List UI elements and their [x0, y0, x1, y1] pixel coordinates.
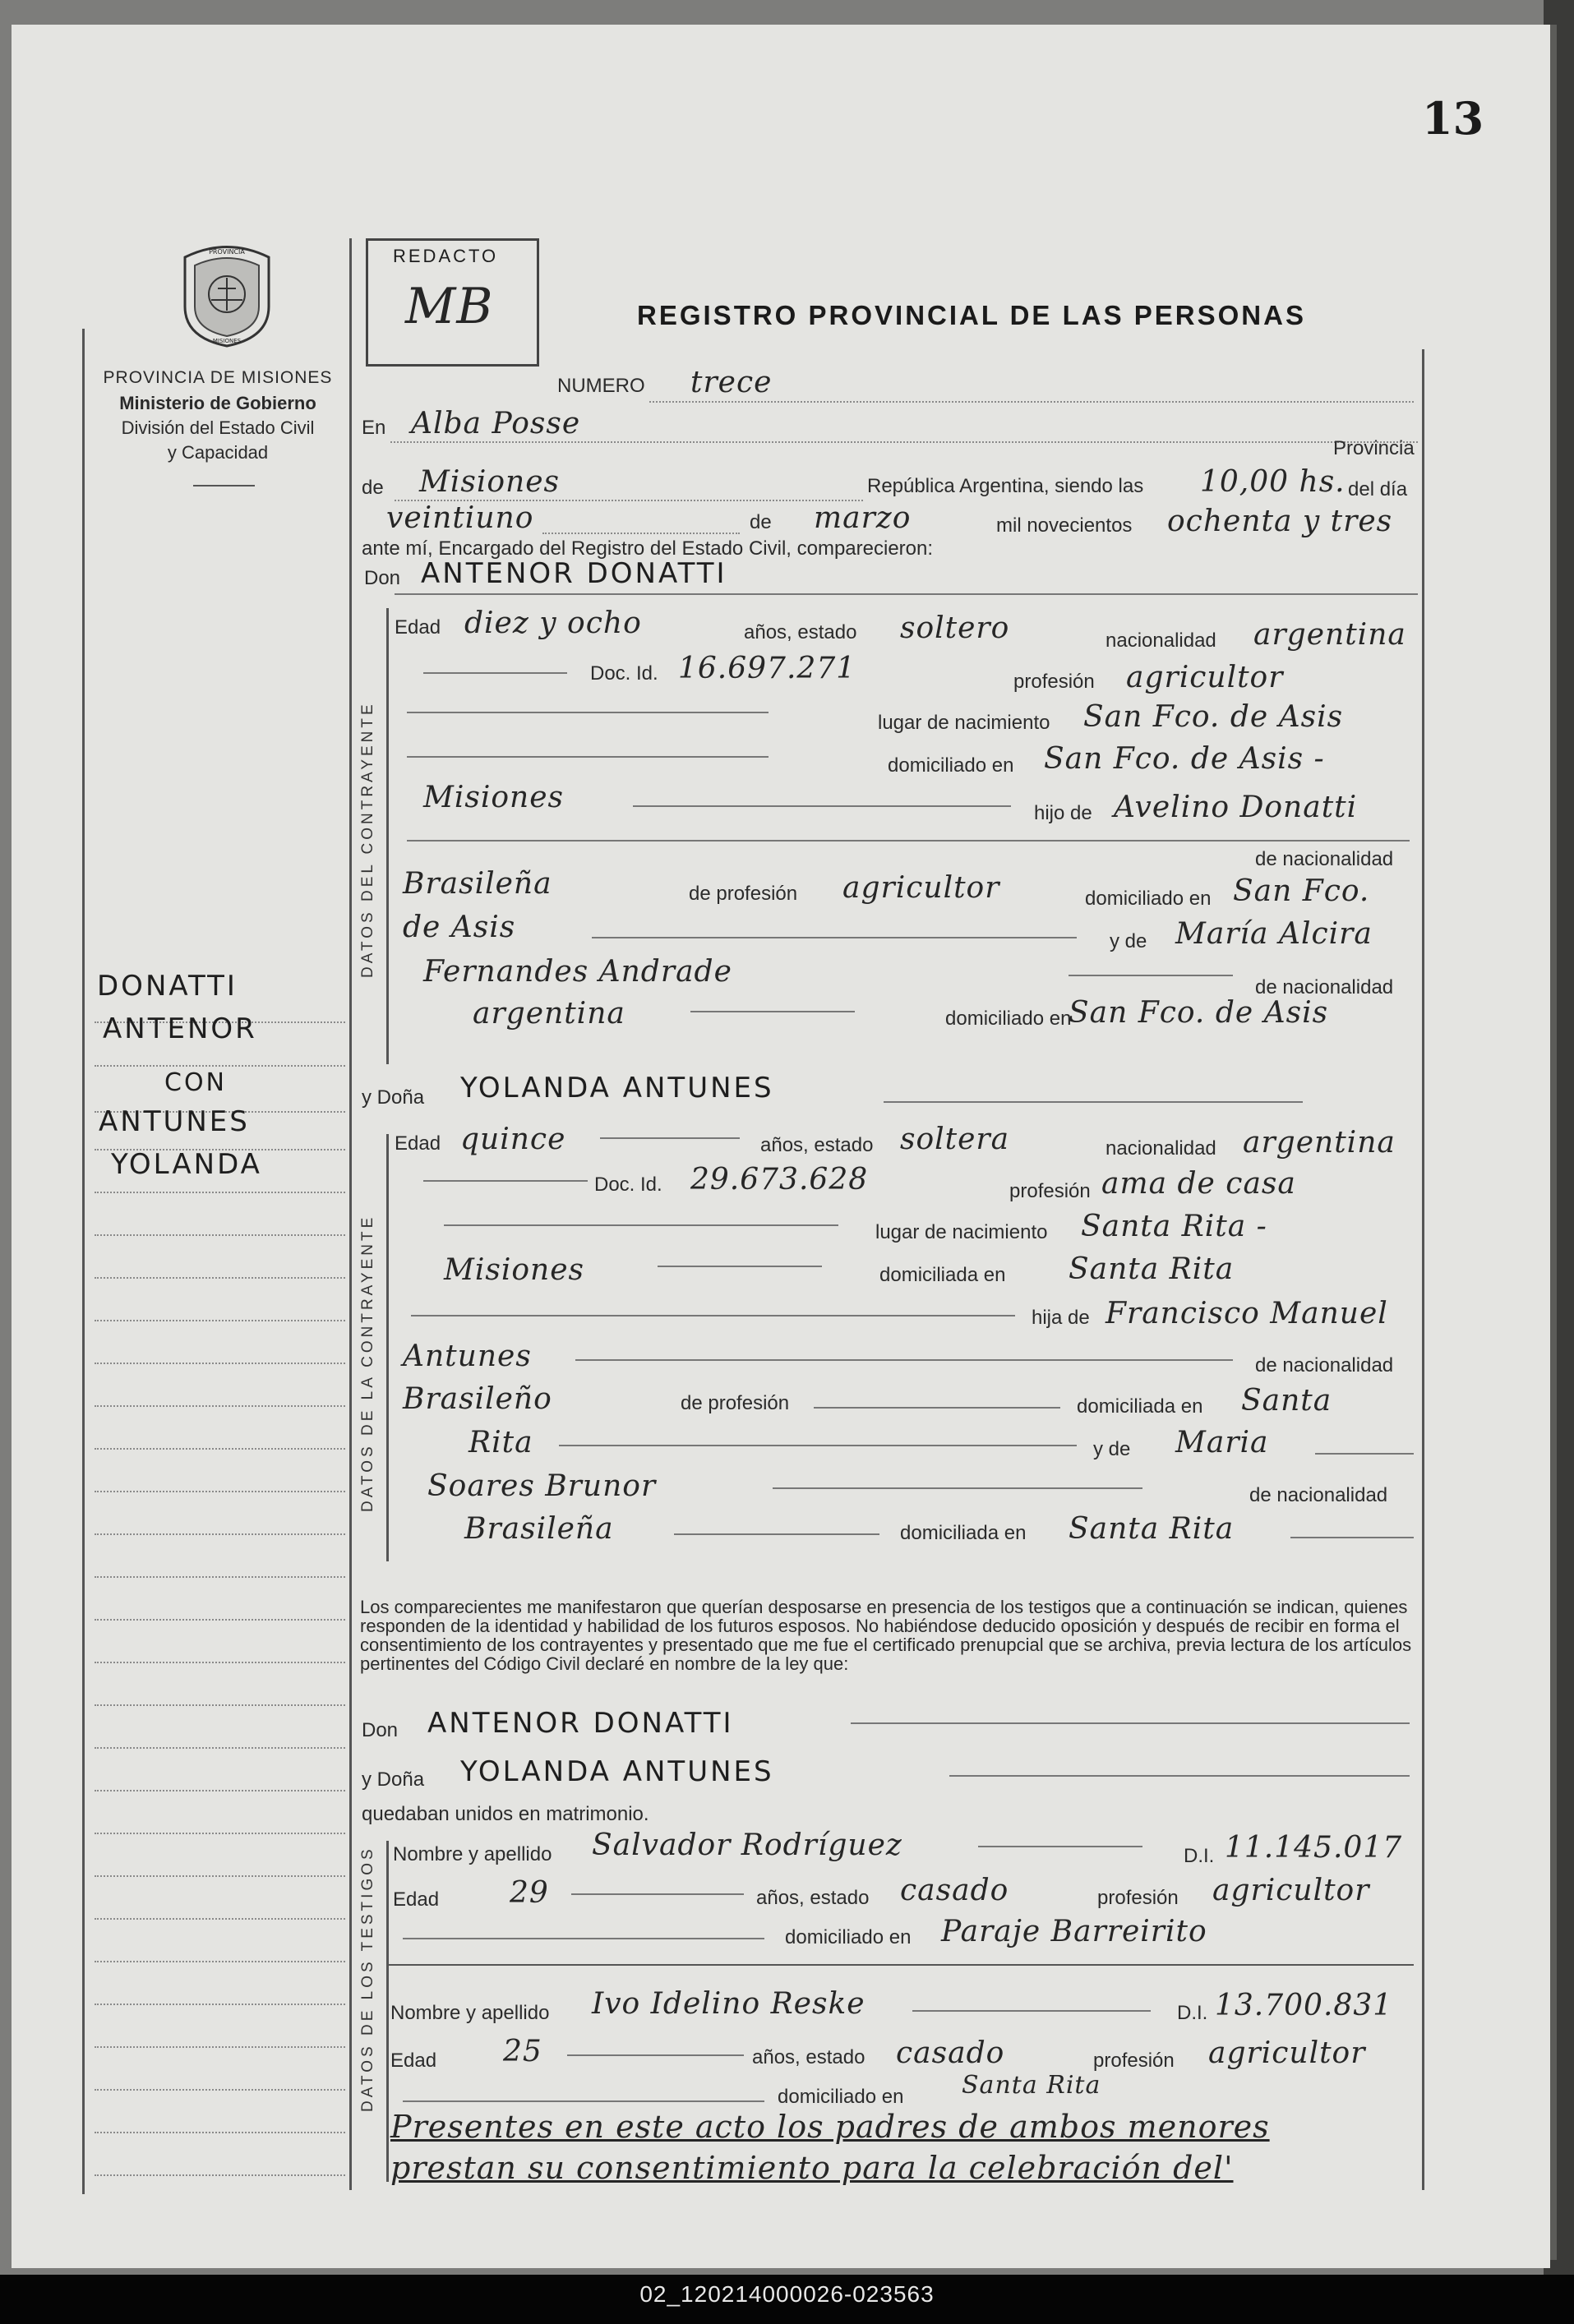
bride-side-label: DATOS DE LA CONTRAYENTE: [359, 1214, 376, 1512]
crest-bottom-text: MISIONES: [212, 338, 242, 344]
union-bride: YOLANDA ANTUNES: [460, 1755, 774, 1788]
mil-label: mil novecientos: [996, 514, 1133, 537]
bride-mother: Maria: [1175, 1426, 1269, 1459]
witness1-edad-label: Edad: [393, 1888, 440, 1911]
groom-nationality: argentina: [1253, 618, 1406, 652]
groom-mother2: Fernandes Andrade: [423, 955, 732, 989]
groom-mother: María Alcira: [1175, 917, 1373, 951]
don-label: Don: [364, 567, 401, 589]
groom-mother-dom: San Fco. de Asis: [1069, 996, 1329, 1030]
witness2-di-label: D.I.: [1177, 2002, 1208, 2024]
de-month-label: de: [750, 511, 772, 533]
groom-anos-label: años, estado: [744, 621, 857, 643]
bride-dom-label: domiciliada en: [879, 1264, 1006, 1286]
bride-mother-dom: Santa Rita: [1069, 1512, 1235, 1546]
witness2-di: 13.700.831: [1215, 1989, 1393, 2022]
en-label: En: [362, 417, 386, 439]
consent-note-line1: Presentes en este acto los padres de ambos menores: [390, 2109, 1270, 2145]
groom-de-nac-label-1: de nacionalidad: [1255, 848, 1394, 870]
agency-division: División del Estado Civil: [121, 417, 315, 438]
dona-label: y Doña: [362, 1086, 425, 1109]
stamp-initials: MB: [405, 278, 494, 335]
witness2-domicile: Santa Rita: [962, 2071, 1101, 2100]
witness1-age: 29: [510, 1876, 549, 1910]
declaration-text: Los comparecientes me manifestaron que querían desposarse en presencia de los testigos que a continuación se indican, quienes responden de la identidad y habilidad de los futuros esposos. No habiéndose deducido oposición y después de recibir en forma el consentimiento de los contrayentes y presentado que me fue el certificado prenupcial que se archiva, previa lectura de los artículos pertinentes del Código Civil declaré en nombre de la ley que:: [360, 1597, 1412, 1674]
margin-con: CON: [164, 1068, 228, 1097]
witness1-name-label: Nombre y apellido: [393, 1843, 552, 1865]
witness1-prof-label: profesión: [1097, 1887, 1179, 1909]
groom-domicile2: Misiones: [423, 781, 565, 814]
groom-side-label: DATOS DEL CONTRAYENTE: [359, 701, 376, 978]
bride-de-nac-label-1: de nacionalidad: [1255, 1354, 1394, 1376]
witness2-age: 25: [503, 2035, 542, 2068]
union-dona-label: y Doña: [362, 1768, 425, 1791]
witness2-name-label: Nombre y apellido: [390, 2002, 550, 2024]
witness1-anos-label: años, estado: [756, 1887, 870, 1909]
time-value: 10,00 hs.: [1200, 465, 1346, 499]
bride-father-nat: Brasileño: [403, 1382, 552, 1416]
bride-age: quince: [460, 1123, 566, 1156]
groom-father-dom2: de Asis: [403, 911, 516, 944]
bride-doc-label: Doc. Id.: [594, 1174, 662, 1196]
witness2-prof-label: profesión: [1093, 2050, 1175, 2072]
document-title: REGISTRO PROVINCIAL DE LAS PERSONAS: [637, 300, 1306, 330]
bride-profession: ama de casa: [1101, 1167, 1296, 1201]
bride-edad-label: Edad: [395, 1132, 441, 1155]
bride-nationality: argentina: [1243, 1126, 1396, 1160]
witness1-name: Salvador Rodríguez: [592, 1828, 902, 1862]
bride-mother2: Soares Brunor: [427, 1469, 657, 1503]
groom-age: diez y ocho: [464, 606, 642, 640]
groom-father-prof: agricultor: [842, 871, 1000, 905]
agency-capacity: y Capacidad: [167, 442, 269, 463]
del-dia-label: del día: [1348, 478, 1408, 500]
footer-code: 02_120214000026-023563: [639, 2281, 935, 2307]
provincia-label: Provincia: [1333, 437, 1415, 459]
witness1-domicile: Paraje Barreirito: [941, 1915, 1207, 1948]
page-number: 13: [1422, 92, 1484, 145]
consent-note-line2: prestan su consentimiento para la celebración del': [390, 2150, 1234, 2186]
crest-top-text: PROVINCIA: [209, 248, 245, 256]
numero-label: NUMERO: [557, 375, 645, 397]
margin-surname-groom: DONATTI: [97, 970, 238, 1003]
margin-surname-bride: ANTUNES: [99, 1105, 250, 1138]
groom-mother-dom-label: domiciliado en: [945, 1008, 1072, 1030]
province-value: Misiones: [419, 465, 561, 499]
groom-father-dom-label: domiciliado en: [1085, 888, 1212, 910]
bride-father: Francisco Manuel: [1105, 1297, 1388, 1330]
groom-father-dom: San Fco.: [1233, 874, 1370, 908]
year-value: ochenta y tres: [1167, 505, 1393, 538]
witness1-di-label: D.I.: [1184, 1845, 1215, 1867]
witness2-dom-label: domiciliado en: [778, 2086, 904, 2108]
union-don-label: Don: [362, 1719, 399, 1741]
witness1-profession: agricultor: [1212, 1874, 1370, 1907]
groom-de-nac-label-2: de nacionalidad: [1255, 976, 1394, 998]
bride-prof-label: profesión: [1009, 1180, 1091, 1202]
bride-name: YOLANDA ANTUNES: [460, 1072, 774, 1104]
groom-lugar-label: lugar de nacimiento: [878, 712, 1050, 734]
groom-doc: 16.697.271: [678, 652, 856, 685]
groom-birthplace: San Fco. de Asis: [1083, 700, 1344, 734]
groom-doc-label: Doc. Id.: [590, 662, 658, 685]
groom-de-prof-label: de profesión: [689, 883, 798, 905]
agency-ministry: Ministerio de Gobierno: [119, 393, 316, 413]
bride-lugar-label: lugar de nacimiento: [875, 1221, 1048, 1243]
numero-value: trece: [690, 366, 773, 399]
witnesses-side-label: DATOS DE LOS TESTIGOS: [359, 1846, 376, 2112]
groom-dom-label: domiciliado en: [888, 754, 1014, 777]
bride-mother-dom-label: domiciliada en: [900, 1522, 1027, 1544]
groom-hijo-label: hijo de: [1034, 802, 1092, 824]
groom-nac-label: nacionalidad: [1105, 629, 1216, 652]
groom-name: ANTENOR DONATTI: [421, 557, 727, 590]
witness2-edad-label: Edad: [390, 2050, 437, 2072]
bride-father2: Antunes: [403, 1340, 532, 1373]
union-groom: ANTENOR DONATTI: [427, 1707, 734, 1740]
bride-doc: 29.673.628: [690, 1163, 869, 1197]
republica-label: República Argentina, siendo las: [867, 475, 1144, 497]
groom-father-nat: Brasileña: [403, 867, 552, 901]
groom-edad-label: Edad: [395, 616, 441, 639]
witness2-anos-label: años, estado: [752, 2046, 865, 2068]
quedaban-text: quedaban unidos en matrimonio.: [362, 1803, 649, 1825]
groom-prof-label: profesión: [1013, 671, 1095, 693]
witness2-name: Ivo Idelino Reske: [592, 1987, 865, 2021]
witness1-dom-label: domiciliado en: [785, 1926, 912, 1948]
groom-y-de-label: y de: [1110, 930, 1147, 952]
bride-father-dom-label: domiciliada en: [1077, 1395, 1203, 1418]
stamp-label: REDACTO: [393, 246, 499, 266]
margin-name-groom: ANTENOR: [103, 1012, 257, 1045]
groom-domicile: San Fco. de Asis -: [1044, 742, 1325, 776]
bride-father-dom2: Rita: [469, 1426, 533, 1459]
witness1-estado: casado: [900, 1874, 1009, 1907]
groom-estado: soltero: [900, 611, 1010, 645]
bride-de-nac-label-2: de nacionalidad: [1249, 1484, 1388, 1506]
bride-anos-label: años, estado: [760, 1134, 874, 1156]
bride-domicile: Santa Rita: [1069, 1252, 1235, 1286]
ante-label: ante mí, Encargado del Registro del Estado Civil, comparecieron:: [362, 537, 934, 560]
bride-mother-nat: Brasileña: [464, 1512, 614, 1546]
bride-birthplace2: Misiones: [444, 1253, 585, 1287]
redacto-stamp: [366, 238, 539, 367]
bride-hija-label: hija de: [1032, 1307, 1090, 1329]
witness1-di: 11.145.017: [1225, 1831, 1403, 1865]
bride-father-dom: Santa: [1241, 1384, 1332, 1418]
witness2-profession: agricultor: [1208, 2036, 1366, 2070]
bride-de-prof-label: de profesión: [681, 1392, 790, 1414]
bride-estado: soltera: [900, 1123, 1010, 1156]
groom-father: Avelino Donatti: [1114, 791, 1358, 824]
place-value: Alba Posse: [411, 407, 581, 440]
groom-mother-nat: argentina: [473, 997, 625, 1031]
bride-y-de-label: y de: [1093, 1438, 1131, 1460]
bride-nac-label: nacionalidad: [1105, 1137, 1216, 1160]
witness2-estado: casado: [896, 2036, 1005, 2070]
groom-profession: agricultor: [1126, 661, 1284, 694]
bride-birthplace: Santa Rita -: [1081, 1210, 1267, 1243]
month-value: marzo: [814, 501, 912, 535]
margin-name-bride: YOLANDA: [111, 1148, 262, 1181]
provincial-crest-icon: [177, 241, 277, 348]
day-value: veintiuno: [386, 501, 534, 535]
agency-province: PROVINCIA DE MISIONES: [103, 368, 333, 387]
de-label: de: [362, 477, 384, 499]
